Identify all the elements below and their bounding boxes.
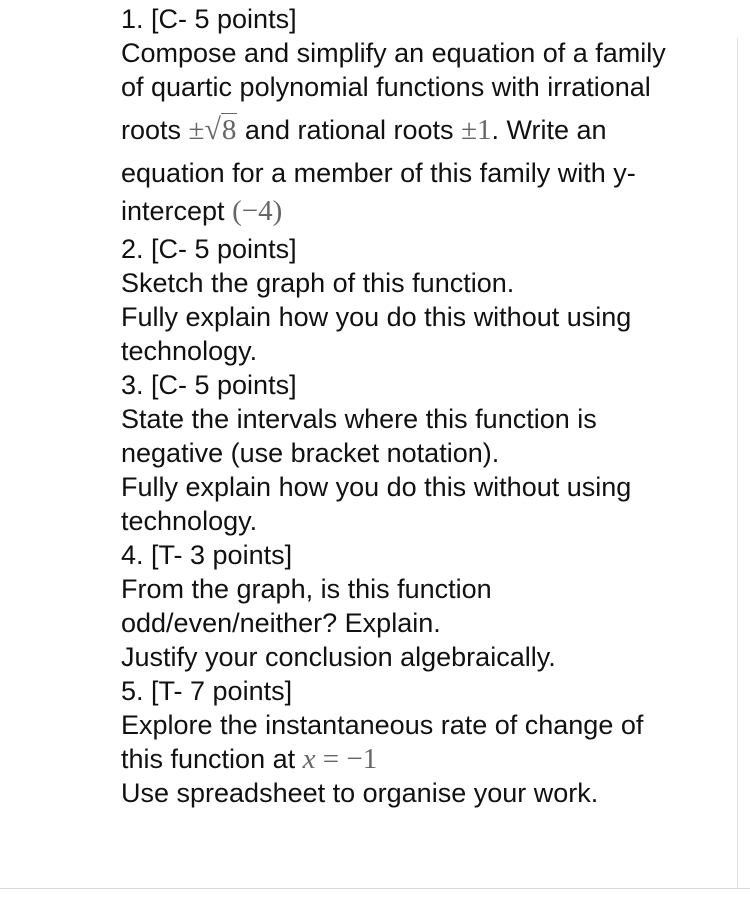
q1-line-5-prefix: intercept — [121, 196, 233, 226]
q3-line-3: Fully explain how you do this without using — [121, 472, 632, 502]
q5-line-2-prefix: this function at — [121, 744, 303, 774]
q1-line-2: of quartic polynomial functions with irrational — [121, 72, 651, 102]
q5-line-1: Explore the instantaneous rate of change of — [121, 710, 644, 740]
x-value: −1 — [346, 743, 378, 775]
q2-line-3: technology. — [121, 336, 258, 366]
q5-line-2 — [121, 742, 733, 776]
q1-line-3 — [121, 104, 733, 156]
q4-line-2: odd/even/neither? Explain. — [121, 608, 441, 638]
q1-line-4: equation for a member of this family with y- — [121, 158, 636, 188]
rational-roots-math: ±1 — [461, 114, 492, 146]
q3-header: 3. [C- 5 points] — [121, 370, 297, 400]
q5-line-3: Use spreadsheet to organise your work. — [121, 778, 599, 808]
page-bottom-divider — [0, 888, 750, 889]
q1-line-3-prefix: roots — [121, 115, 189, 145]
q4-line-1: From the graph, is this function — [121, 574, 492, 604]
q4-line-3: Justify your conclusion algebraically. — [121, 642, 556, 672]
x-variable: x — [302, 743, 316, 775]
q5-header: 5. [T- 7 points] — [121, 676, 293, 706]
q2-line-2: Fully explain how you do this without using — [121, 302, 632, 332]
q2-line-1: Sketch the graph of this function. — [121, 268, 515, 298]
q3-line-1: State the intervals where this function is — [121, 404, 597, 434]
q1-line-1: Compose and simplify an equation of a family — [121, 38, 666, 68]
y-intercept-math: (−4) — [232, 195, 283, 227]
radical-sign: √ — [204, 113, 221, 146]
irrational-roots-math — [189, 114, 238, 146]
x-equals-math — [303, 743, 378, 775]
radicand: 8 — [221, 114, 237, 146]
equals-sign: = — [315, 743, 347, 775]
q1-line-3-middle: and rational roots — [237, 115, 462, 145]
q3-line-4: technology. — [121, 506, 258, 536]
q3-line-2: negative (use bracket notation). — [121, 438, 500, 468]
page-right-divider — [737, 38, 738, 888]
q1-header: 1. [C- 5 points] — [121, 4, 297, 34]
q2-header: 2. [C- 5 points] — [121, 234, 297, 264]
plus-minus-symbol: ± — [188, 114, 205, 146]
q1-line-5 — [121, 190, 733, 232]
q1-line-3-suffix: . Write an — [491, 115, 607, 145]
square-root — [204, 104, 237, 156]
assignment-document — [121, 2, 733, 810]
q4-header: 4. [T- 3 points] — [121, 540, 293, 570]
